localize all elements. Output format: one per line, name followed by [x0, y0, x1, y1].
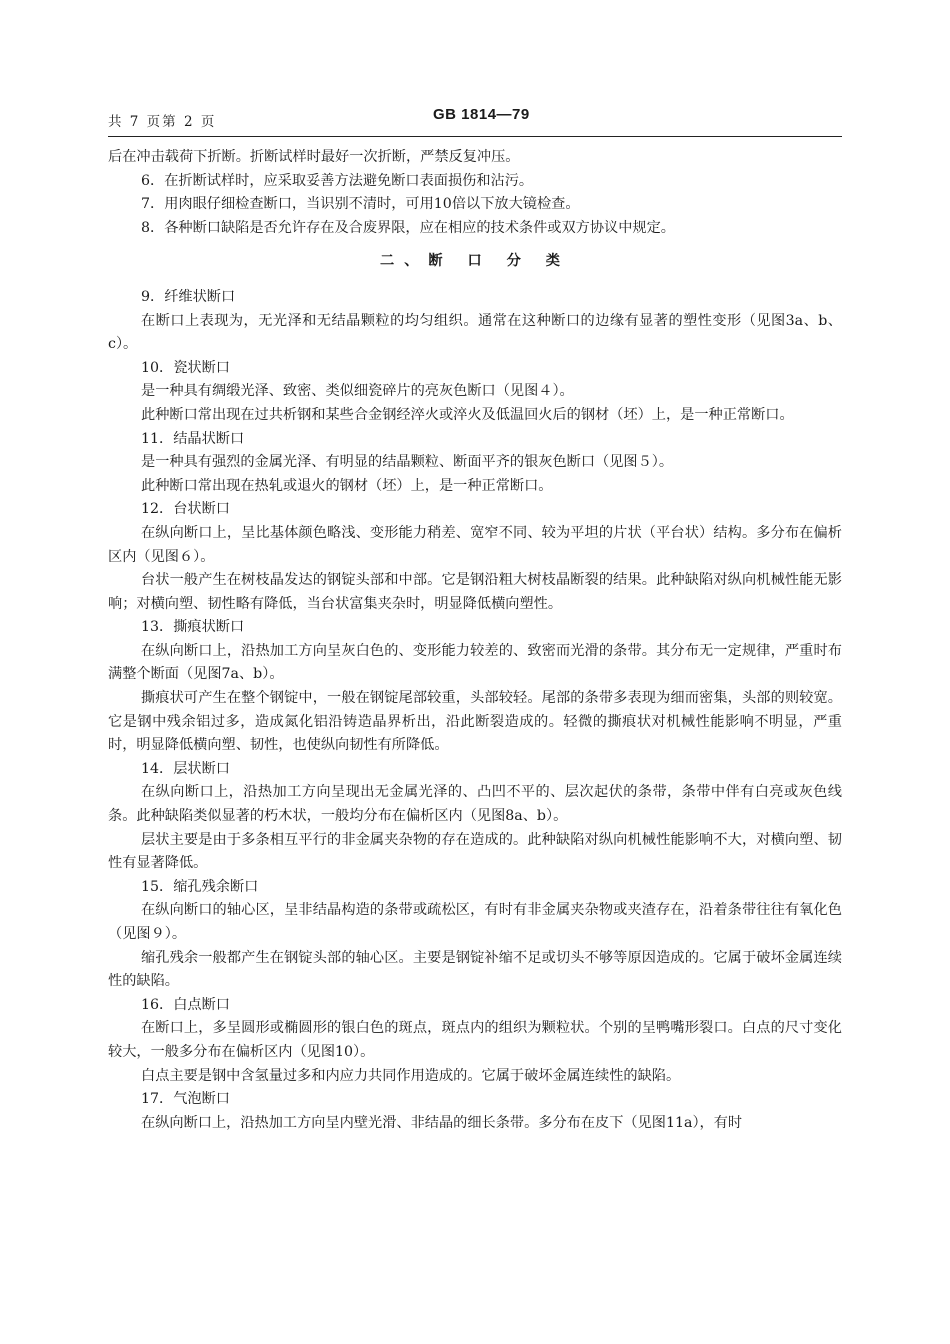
clause-heading: 15．缩孔残余断口: [141, 878, 259, 895]
clause-heading: 14．层状断口: [141, 760, 230, 777]
clause-6: 6．在折断试样时，应采取妥善方法避免断口表面损伤和沾污。: [141, 172, 534, 189]
clause-paragraph: 在纵向断口上，呈比基体颜色略浅、变形能力稍差、宽窄不同、较为平坦的片状（平台状）结构。多分布在偏析区内（见图６）。: [108, 524, 842, 565]
clause-heading: 13．撕痕状断口: [141, 619, 245, 636]
clause-paragraph: 撕痕状可产生在整个钢锭中，一般在钢锭尾部较重，头部较轻。尾部的条带多表现为细而密集，头部的则较宽。它是钢中残余铝过多，造成氮化铝沿铸造晶界析出，沿此断裂造成的。轻微的撕痕状对机械性能影响不明显，严重时，明显降低横向塑、韧性，也使纵向韧性有所降低。: [108, 690, 842, 754]
clause-heading: 11．结晶状断口: [141, 430, 245, 447]
clause-7: 7．用肉眼仔细检查断口，当识别不清时，可用10倍以下放大镜检查。: [141, 196, 580, 213]
clause-heading: 16．白点断口: [141, 996, 230, 1013]
section-title: 二、断 口 分 类: [380, 253, 570, 270]
clause-paragraph: 在断口上，多呈圆形或椭圆形的银白色的斑点，斑点内的组织为颗粒状。个别的呈鸭嘴形裂口。白点的尺寸变化较大，一般多分布在偏析区内（见图10）。: [108, 1020, 842, 1060]
clause-paragraph: 在纵向断口上，沿热加工方向呈现出无金属光泽的、凸凹不平的、层次起伏的条带，条带中伴有白亮或灰色线条。此种缺陷类似显著的朽木状，一般均分布在偏析区内（见图8a、b）。: [108, 784, 842, 825]
clause-paragraph: 在纵向断口上，沿热加工方向呈灰白色的、变形能力较差的、致密而光滑的条带。其分布无一定规律，严重时布满整个断面（见图7a、b）。: [108, 642, 842, 683]
clause-paragraph: 是一种具有绸缎光泽、致密、类似细瓷碎片的亮灰色断口（见图４）。: [141, 383, 574, 400]
standard-number: GB 1814—79: [433, 106, 530, 123]
clause-paragraph: 此种断口常出现在过共析钢和某些合金钢经淬火或淬火及低温回火后的钢材（坯）上，是一种正常断口。: [141, 406, 794, 423]
clause-8: 8．各种断口缺陷是否允许存在及合废界限，应在相应的技术条件或双方协议中规定。: [141, 219, 675, 236]
document-body: [108, 146, 842, 1135]
clause-paragraph: 在纵向断口的轴心区，呈非结晶构造的条带或疏松区，有时有非金属夹杂物或夹渣存在，沿着条带往往有氧化色（见图９）。: [108, 902, 842, 942]
clause-paragraph: 白点主要是钢中含氢量过多和内应力共同作用造成的。它属于破坏金属连续性的缺陷。: [141, 1067, 681, 1084]
page-count-label: 共 7 页第 2 页: [108, 114, 217, 130]
clause-heading: 9．纤维状断口: [141, 288, 236, 305]
clause-paragraph: 台状一般产生在树枝晶发达的钢锭头部和中部。它是钢沿粗大树枝晶断裂的结果。此种缺陷对纵向机械性能无影响；对横向塑、韧性略有降低，当台状富集夹杂时，明显降低横向塑性。: [108, 572, 842, 612]
clause-paragraph: 此种断口常出现在热轧或退火的钢材（坯）上，是一种正常断口。: [141, 477, 553, 494]
clause-paragraph: 在纵向断口上，沿热加工方向呈内壁光滑、非结晶的细长条带。多分布在皮下（见图11a），有时: [141, 1114, 743, 1131]
clause-heading: 17．气泡断口: [141, 1091, 230, 1108]
page-header: [108, 106, 842, 130]
header-divider: [108, 136, 842, 137]
clause-paragraph: 在断口上表现为，无光泽和无结晶颗粒的均匀组织。通常在这种断口的边缘有显著的塑性变形（见图3a、b、c）。: [108, 312, 842, 353]
clause-heading: 10．瓷状断口: [141, 359, 230, 376]
clause-paragraph: 缩孔残余一般都产生在钢锭头部的轴心区。主要是钢锭补缩不足或切头不够等原因造成的。它属于破坏金属连续性的缺陷。: [108, 949, 842, 990]
continued-paragraph: 后在冲击载荷下折断。折断试样时最好一次折断，严禁反复冲压。: [108, 149, 520, 165]
clause-paragraph: 层状主要是由于多条相互平行的非金属夹杂物的存在造成的。此种缺陷对纵向机械性能影响不大，对横向塑、韧性有显著降低。: [108, 831, 842, 872]
clause-heading: 12．台状断口: [141, 501, 230, 518]
clause-paragraph: 是一种具有强烈的金属光泽、有明显的结晶颗粒、断面平齐的银灰色断口（见图５）。: [141, 454, 674, 471]
